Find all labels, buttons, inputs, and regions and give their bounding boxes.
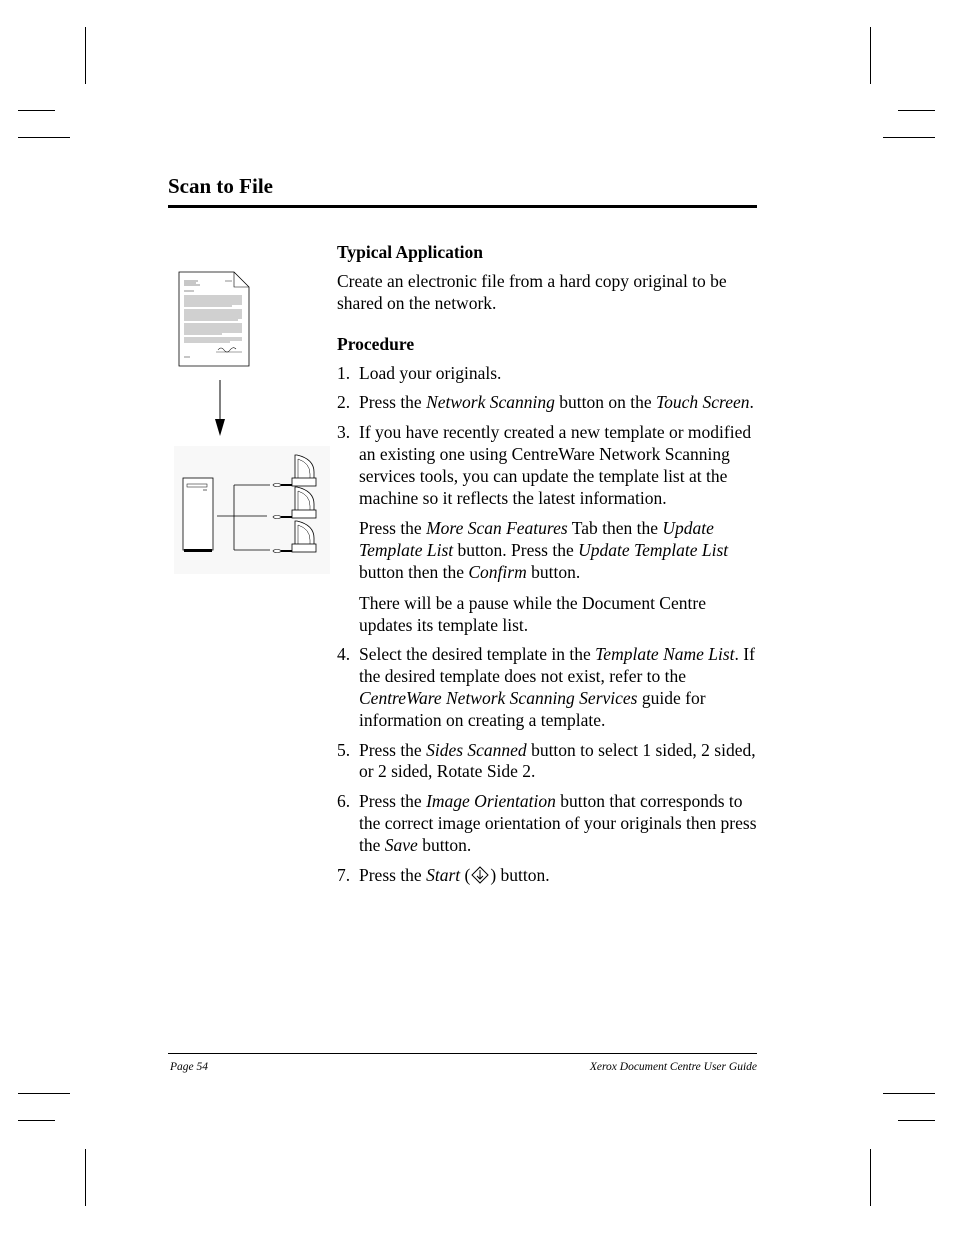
step-number: 2. xyxy=(337,392,351,413)
ui-term: More Scan Features xyxy=(426,518,568,539)
step-text-run: button. xyxy=(526,561,581,582)
step-text-run: Press the xyxy=(359,392,427,413)
procedure-step xyxy=(337,392,762,414)
crop-mark xyxy=(18,137,70,138)
step-subparagraph xyxy=(359,518,762,583)
crop-mark xyxy=(18,1093,70,1094)
procedure-heading: Procedure xyxy=(337,333,415,354)
crop-mark xyxy=(883,1093,935,1094)
crop-mark xyxy=(870,27,871,84)
paper-document-icon xyxy=(179,272,249,366)
procedure-steps xyxy=(337,363,762,887)
step-number: 7. xyxy=(337,864,351,885)
ui-term: Network Scanning xyxy=(426,392,555,413)
step-text-run: button on the xyxy=(554,392,656,413)
ui-term: Image Orientation xyxy=(426,791,556,812)
step-subparagraph xyxy=(359,593,762,637)
ui-term: Update Template List xyxy=(578,540,729,561)
crop-mark xyxy=(898,1120,935,1121)
footer-rule xyxy=(168,1053,757,1054)
ui-term: Template Name List xyxy=(595,644,735,665)
page-number: Page 54 xyxy=(170,1061,209,1073)
step-number: 1. xyxy=(337,362,351,383)
section-title: Scan to File xyxy=(168,174,273,198)
step-text-run: ( xyxy=(460,864,471,885)
step-number: 6. xyxy=(337,791,351,812)
down-arrow-icon xyxy=(215,380,225,436)
step-text xyxy=(359,740,756,782)
procedure-step xyxy=(337,791,762,856)
step-number: 5. xyxy=(337,739,351,760)
ui-term: Sides Scanned xyxy=(426,739,527,760)
step-text-run: There will be a pause while the Document Centre updates its template list. xyxy=(359,592,706,635)
step-number: 4. xyxy=(337,644,351,665)
crop-mark xyxy=(870,1149,871,1206)
ui-term: CentreWare Network Scanning Services xyxy=(359,687,638,708)
step-text xyxy=(359,392,754,412)
title-rule xyxy=(168,205,757,208)
step-text xyxy=(359,644,755,729)
ui-term: Confirm xyxy=(468,561,527,582)
step-text-run: button. Press the xyxy=(453,540,579,561)
step-text-run: Tab then the xyxy=(567,518,663,539)
step-text xyxy=(359,865,550,885)
crop-mark xyxy=(18,1120,55,1121)
step-text xyxy=(359,791,757,855)
step-text-run: ) button. xyxy=(490,864,550,885)
procedure-step xyxy=(337,363,762,385)
crop-mark xyxy=(85,1149,86,1206)
procedure-step xyxy=(337,422,762,636)
step-text-run: Press the xyxy=(359,518,427,539)
step-text-run: Press the xyxy=(359,864,427,885)
crop-mark xyxy=(18,110,55,111)
step-text-run: If you have recently created a new template or modified an existing one using CentreWare Network Scanning services tools, you can update the template list at the machine so it reflects the latest information. xyxy=(359,422,752,508)
step-text-run: Press the xyxy=(359,739,427,760)
crop-mark xyxy=(883,137,935,138)
scan-to-file-illustration xyxy=(172,264,332,584)
guide-title: Xerox Document Centre User Guide xyxy=(589,1061,757,1073)
step-text-run: button that corresponds to the correct image orientation of your originals then press the xyxy=(359,791,757,855)
start-icon xyxy=(471,866,489,884)
step-text-run: button to select 1 sided, 2 sided, or 2 sided, Rotate Side 2. xyxy=(359,739,756,782)
step-text xyxy=(359,422,751,507)
procedure-step xyxy=(337,740,762,784)
step-number: 3. xyxy=(337,422,351,443)
ui-term: Update Template List xyxy=(359,518,714,561)
step-text-run: Press the xyxy=(359,791,427,812)
main-content xyxy=(337,240,762,894)
file-server-icon xyxy=(183,478,213,552)
step-text-run: guide for information on creating a template. xyxy=(359,687,706,730)
step-text-run: Load your originals. xyxy=(359,362,502,383)
ui-term: Touch Screen xyxy=(656,392,750,413)
step-text-run: button. xyxy=(417,834,472,855)
step-text-run: . If the desired template does not exist, refer to the xyxy=(359,644,755,687)
crop-mark xyxy=(898,110,935,111)
procedure-step xyxy=(337,865,762,887)
step-text-run: . xyxy=(749,392,754,413)
procedure-step xyxy=(337,644,762,731)
typical-application-heading: Typical Application xyxy=(337,242,484,262)
typical-application-text: Create an electronic file from a hard copy original to be shared on the network. xyxy=(337,271,727,313)
step-text-run: Select the desired template in the xyxy=(359,644,596,665)
step-text xyxy=(359,363,501,383)
crop-mark xyxy=(85,27,86,84)
step-text-run: button then the xyxy=(359,561,469,582)
ui-term: Start xyxy=(426,864,461,885)
ui-term: Save xyxy=(384,834,418,855)
